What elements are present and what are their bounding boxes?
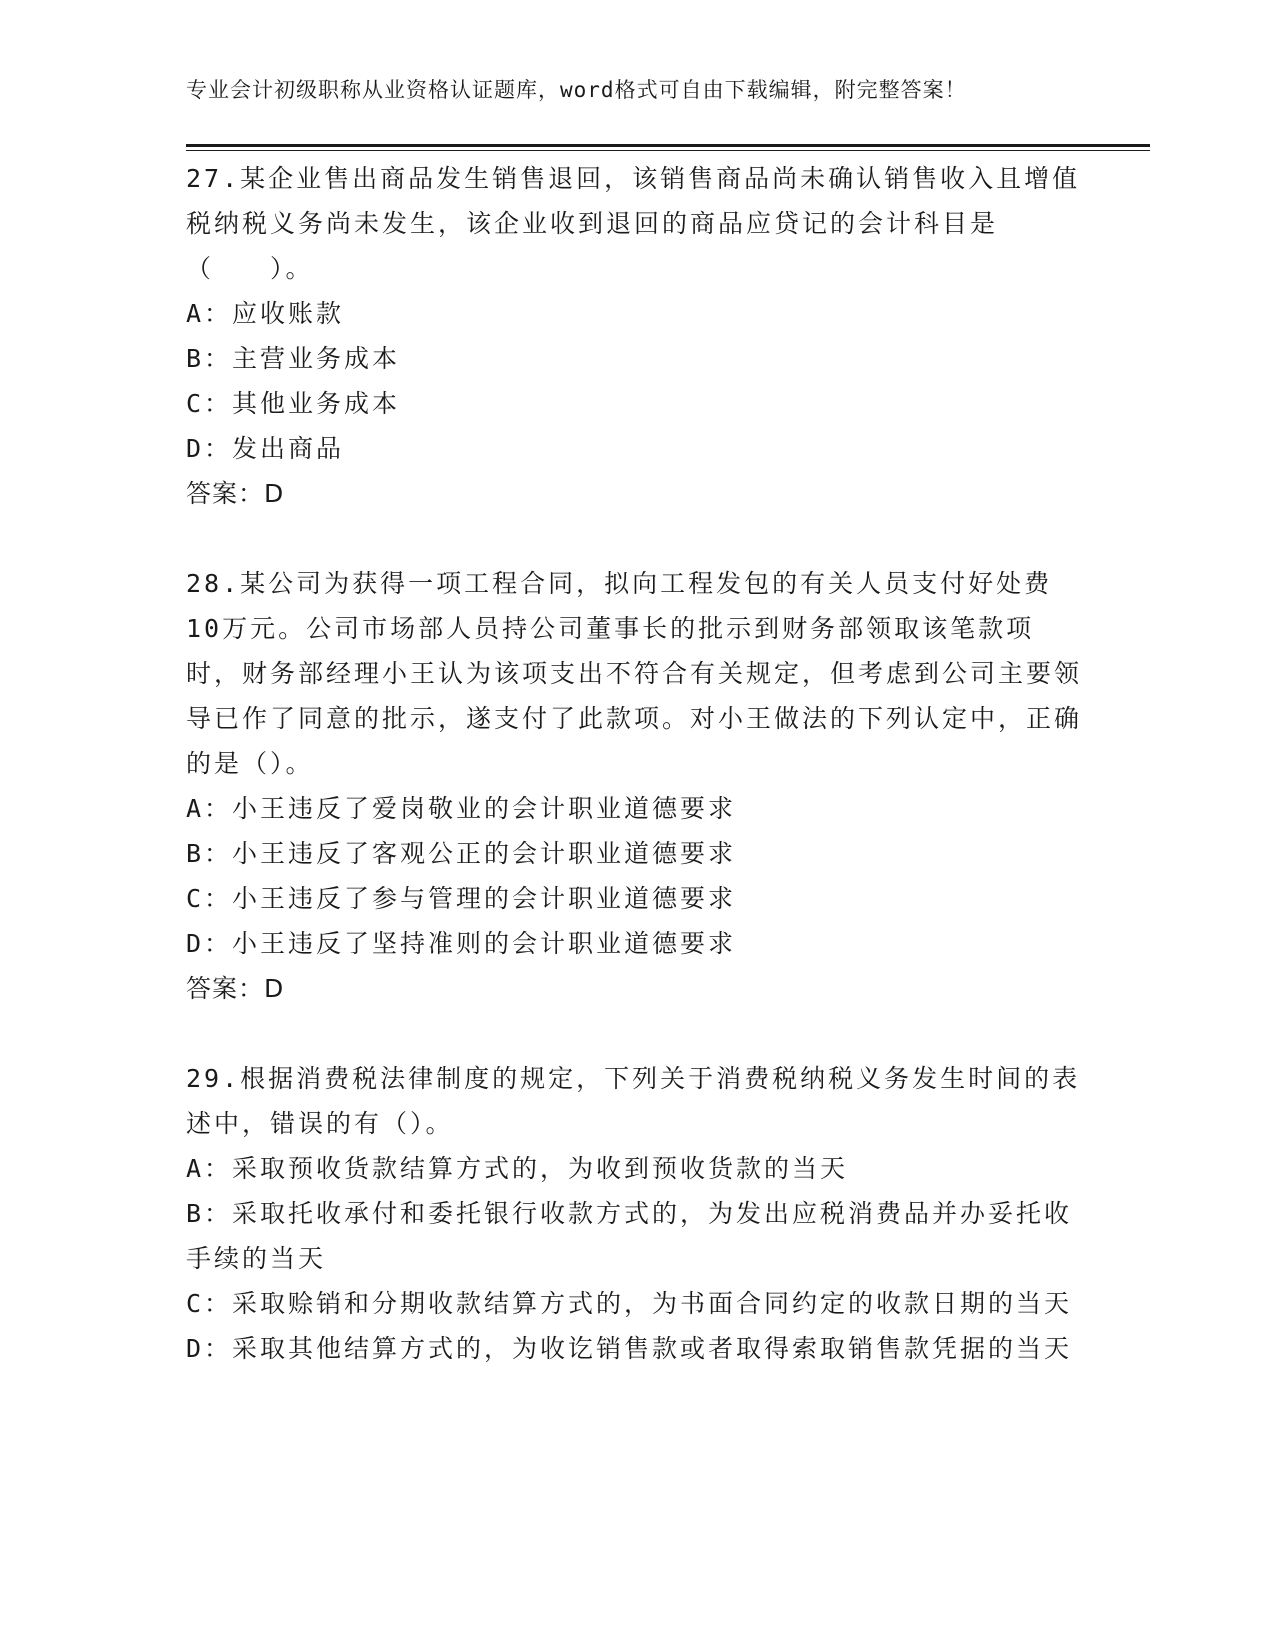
question-28 bbox=[186, 561, 1086, 1011]
answer-label: 答案：D bbox=[186, 974, 285, 1003]
answer-label: 答案：D bbox=[186, 479, 285, 508]
header-divider-thick bbox=[186, 144, 1150, 147]
question-stem: 27.某企业售出商品发生销售退回，该销售商品尚未确认销售收入且增值税纳税义务尚未发生，该企业收到退回的商品应贷记的会计科目是（ ）。 bbox=[186, 164, 1081, 283]
option-a: A：应收账款 bbox=[186, 299, 345, 328]
option-b: B：小王违反了客观公正的会计职业道德要求 bbox=[186, 839, 737, 868]
question-27 bbox=[186, 156, 1086, 516]
header-divider-thin bbox=[186, 150, 1150, 151]
option-a: A：采取预收货款结算方式的，为收到预收货款的当天 bbox=[186, 1154, 849, 1183]
question-29 bbox=[186, 1056, 1086, 1371]
option-b: B：主营业务成本 bbox=[186, 344, 401, 373]
question-spacer bbox=[186, 516, 1086, 561]
question-spacer bbox=[186, 1011, 1086, 1056]
question-stem: 29.根据消费税法律制度的规定，下列关于消费税纳税义务发生时间的表述中，错误的有（）。 bbox=[186, 1064, 1081, 1138]
option-c: C：其他业务成本 bbox=[186, 389, 401, 418]
option-d: D：采取其他结算方式的，为收讫销售款或者取得索取销售款凭据的当天 bbox=[186, 1334, 1073, 1363]
page-header: 专业会计初级职称从业资格认证题库，word格式可自由下载编辑，附完整答案！ bbox=[186, 78, 967, 102]
option-a: A：小王违反了爱岗敬业的会计职业道德要求 bbox=[186, 794, 737, 823]
option-d: D：发出商品 bbox=[186, 434, 345, 463]
option-c: C：采取赊销和分期收款结算方式的，为书面合同约定的收款日期的当天 bbox=[186, 1289, 1073, 1318]
option-b: B：采取托收承付和委托银行收款方式的，为发出应税消费品并办妥托收手续的当天 bbox=[186, 1199, 1073, 1273]
option-c: C：小王违反了参与管理的会计职业道德要求 bbox=[186, 884, 737, 913]
option-d: D：小王违反了坚持准则的会计职业道德要求 bbox=[186, 929, 737, 958]
question-stem: 28.某公司为获得一项工程合同，拟向工程发包的有关人员支付好处费10万元。公司市场部人员持公司董事长的批示到财务部领取该笔款项时，财务部经理小王认为该项支出不符合有关规定，但考虑到公司主要领导已作了同意的批示，遂支付了此款项。对小王做法的下列认定中，正确的是（）。 bbox=[186, 569, 1083, 778]
question-list bbox=[186, 156, 1086, 1371]
